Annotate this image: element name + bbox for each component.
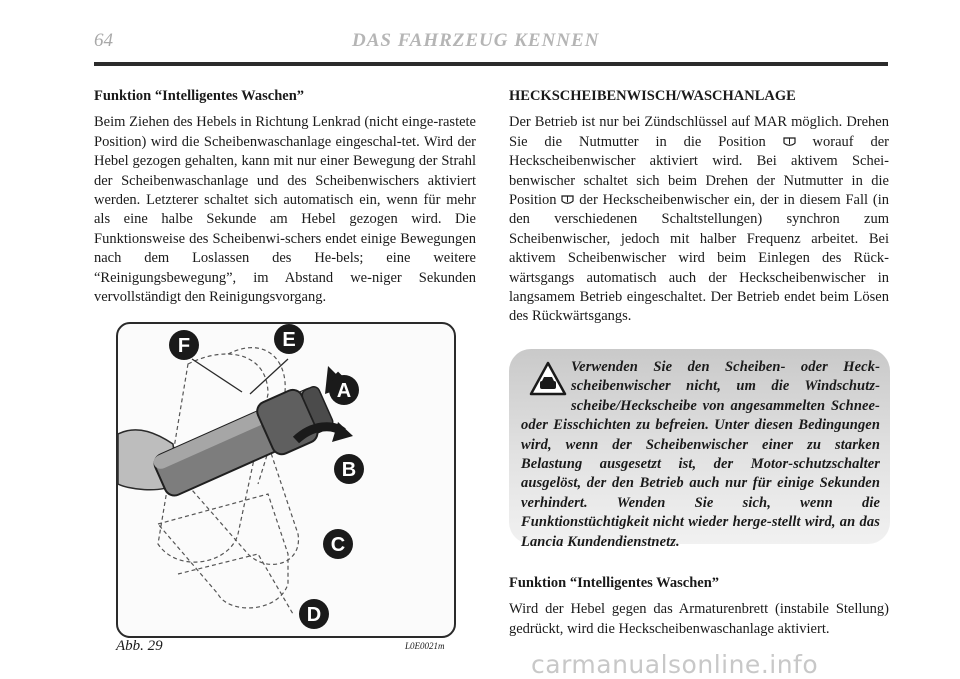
- warning-text: [521, 358, 880, 552]
- figure-caption: Abb. 29: [116, 638, 163, 654]
- page-header-title: DAS FAHRZEUG KENNEN: [352, 30, 600, 51]
- intelligent-wash-paragraph: Beim Ziehen des Hebels in Richtung Lenkrad (nicht einge-rastete Position) wird die Scheibenwaschanlage eingeschal-tet. Wird der Hebel gezogen gehalten, kann mit nur einer Bewegung der Strahl der Scheibenwaschanlage und des Scheibenwischers aktiviert werden. Letzterer schaltet sich automatisch ein, wenn für mehr als eine halbe Sekunde am Hebel gezogen wird. Die Funktionsweise des Scheibenwi-schers endet einige Bewegungen nach dem Loslassen des He-bels; eine weitere “Reinigungsbewegung”, im Abstand we-niger Sekunden vervollständigt den Reinigungsvorgang.: [94, 114, 476, 306]
- rear-intelligent-wash-heading: Funktion “Intelligentes Waschen”: [509, 575, 720, 591]
- warning-box: [509, 349, 890, 550]
- rear-wiper-icon: [561, 195, 574, 205]
- label-b: B: [341, 459, 357, 481]
- watermark: carmanualsonline.info: [531, 650, 819, 679]
- rear-wiper-icon: [783, 137, 796, 147]
- rear-wiper-text-1: Der Betrieb ist nur bei Zündschlüssel auf MAR möglich. Drehen Sie die Nutmutter in die Position: [509, 114, 889, 150]
- rear-wiper-paragraph: [509, 113, 889, 326]
- left-column: [94, 87, 476, 307]
- rear-wiper-text-3: der Heckscheibenwischer ein, der in diesem Fall (in den verschiedenen Schaltstellungen) synchron zum Scheibenwischer, jedoch mit halber Frequenz arbeitet. Bei aktivem Scheibenwischer wird beim Einlegen des Rück-wärtsgangs automatisch auch der Heckscheibenwischer in langsamem Betrieb eingeschaltet. Der Betrieb endet beim Lösen des Rückwärtsgangs.: [509, 192, 890, 325]
- right-column: [509, 87, 889, 327]
- figure-code: L0E0021m: [405, 641, 445, 651]
- label-a: A: [336, 380, 352, 402]
- wiper-stalk-figure: [116, 322, 456, 638]
- page-number: 64: [94, 30, 113, 51]
- rear-intelligent-wash-section: [509, 574, 889, 639]
- intelligent-wash-heading: Funktion “Intelligentes Waschen”: [94, 88, 305, 104]
- rear-wiper-text-2: worauf der Heckscheibenwischer aktiviert wird. Bei aktivem Schei-benwischer schaltet sich beim Drehen der Nutmutter in die Position: [509, 133, 890, 209]
- warning-text-body: Verwenden Sie den Scheiben- oder Heck-scheibenwischer nicht, um die Windschutz-scheibe/Heckscheibe von angesammelten Schnee- oder Eisschichten zu befreien. Unter diesen Bedingungen wird, wenn der Scheibenwischer einer zu starken Belastung ausgesetzt ist, der Motor-schutzschalter ausgelöst, der den Betrieb auch nur für einige Sekunden verhindert. Wenden Sie sich, wenn die Funktionstüchtigkeit nicht wieder herge-stellt wird, an das Lancia Kundendienstnetz.: [521, 359, 880, 550]
- header-rule: [94, 62, 888, 66]
- label-e: E: [282, 329, 296, 351]
- wiper-stalk-illustration: [118, 324, 454, 636]
- label-c: C: [330, 534, 346, 556]
- rear-wiper-heading: HECKSCHEIBENWISCH/WASCHANLAGE: [509, 88, 796, 104]
- label-f: F: [177, 335, 191, 357]
- label-d: D: [306, 604, 322, 626]
- rear-intelligent-wash-paragraph: Wird der Hebel gegen das Armaturenbrett (instabile Stellung) gedrückt, wird die Heckscheibenwaschanlage aktiviert.: [509, 601, 889, 637]
